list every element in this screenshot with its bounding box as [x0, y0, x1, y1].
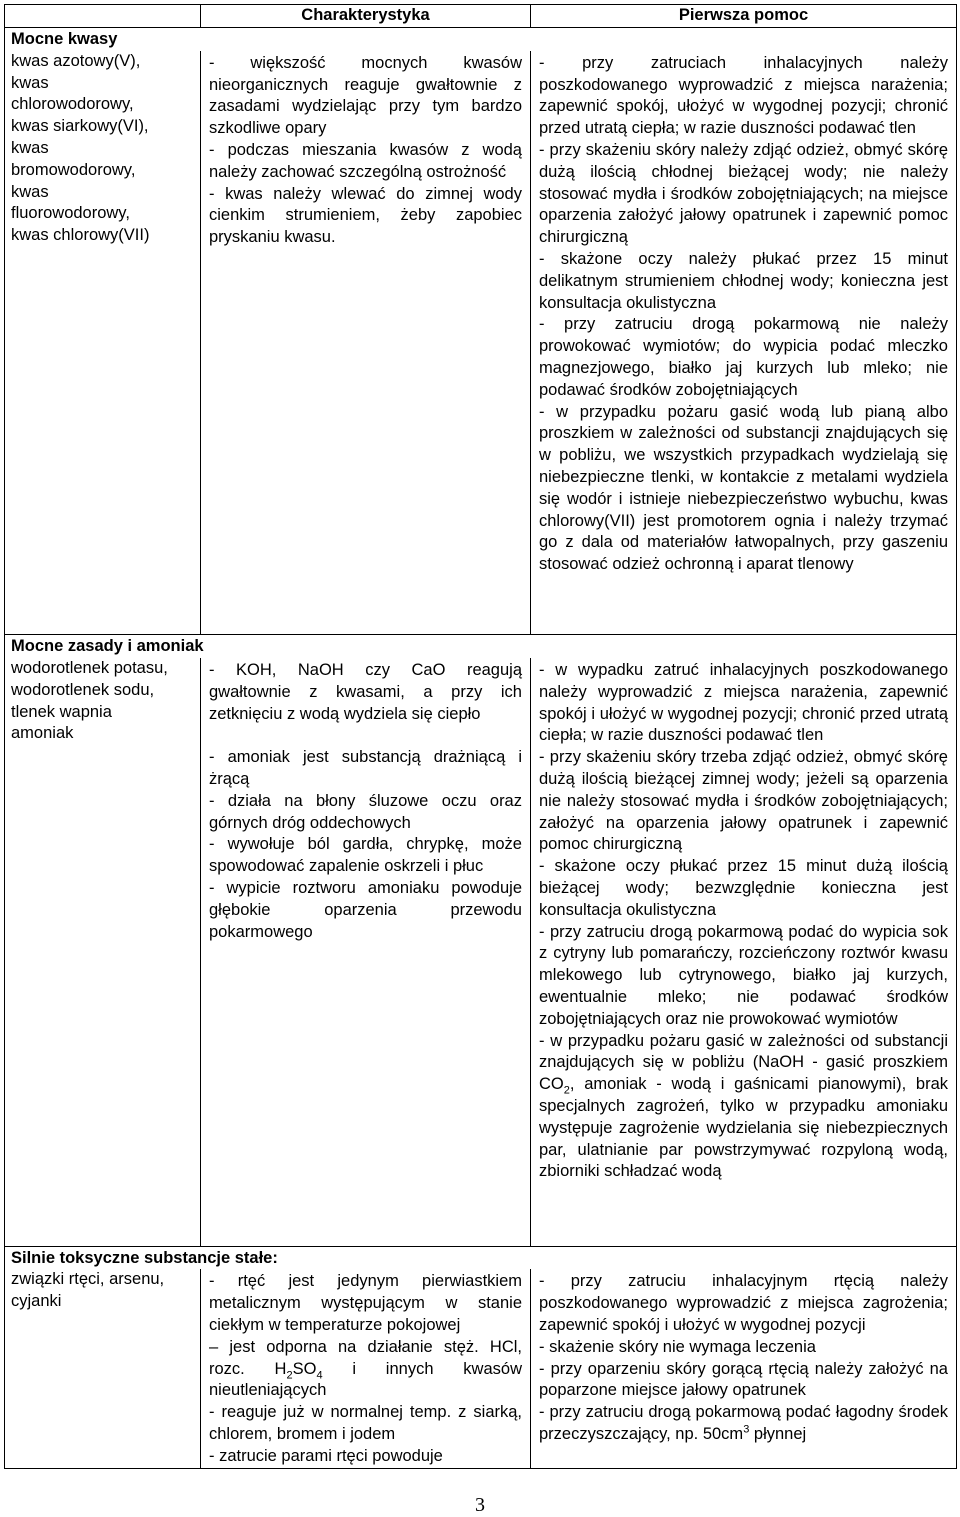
table-row — [5, 1269, 957, 1468]
text-fragment: i innych kwasów nieutleniających — [209, 1359, 522, 1400]
list-item: kwas azotowy(V), — [11, 51, 141, 70]
text-fragment: płynnej — [749, 1424, 807, 1443]
first-aid-item: - przy oparzeniu skóry gorącą rtęcią należy założyć na poparzone miejsce jałowy opatrunek — [539, 1359, 948, 1400]
substance-names — [5, 1269, 201, 1468]
characteristics-cell — [201, 1269, 531, 1468]
substance-names — [5, 658, 201, 1246]
characteristic-item: - większość mocnych kwasów nieorganicznych reaguje gwałtownie z zasadami wydzielając przy tym bardzo szkodliwe opary — [209, 53, 522, 138]
first-aid-item: - przy zatruciu drogą pokarmową nie należy prowokować wymiotów; do wypicia podać mleczko magnezjowego, białko jaj kurzych lub mleko; nie podawać środków zobojętniających — [539, 315, 948, 399]
characteristic-item: - rtęć jest jedynym pierwiastkiem metalicznym występującym w stanie ciekłym w temperaturze pokojowej — [209, 1272, 522, 1334]
section-title: Mocne kwasy — [5, 28, 957, 51]
fire-text-before: - w przypadku pożaru gasić w zależności od substancji znajdujących się w pobliżu (NaOH - gasić proszkiem CO — [539, 1031, 948, 1094]
characteristic-item: - reaguje już w normalnej temp. z siarką, chlorem, bromem i jodem — [209, 1403, 522, 1443]
list-item: amoniak — [11, 724, 74, 743]
header-name — [5, 5, 201, 28]
hazard-table — [4, 4, 957, 1469]
characteristics-cell — [201, 658, 531, 1246]
list-item: bromowodorowy, — [11, 160, 136, 179]
first-aid-cell — [531, 51, 957, 635]
table-header-row — [5, 5, 957, 28]
first-aid-item: - przy zatruciu drogą pokarmową podać do wypicia sok z cytryny lub pomarańczy, rozcieńczony roztwór kwasu mlekowego lub cytrynowego, białko jaj kurzych, ewentualnie mleko; nie podawać środków zobojętniających oraz nie prowokować wymiotów — [539, 922, 948, 1028]
characteristics-cell — [201, 51, 531, 635]
first-aid-cell — [531, 658, 957, 1246]
first-aid-item: - skażone oczy płukać przez 15 minut dużą ilością bieżącej wody; bezwzględnie konieczna jest konsultacja okulistyczna — [539, 857, 948, 919]
list-item: wodorotlenek sodu, — [11, 680, 155, 699]
section-header-row — [5, 635, 957, 658]
list-item: kwas chlorowy(VII) — [11, 226, 150, 245]
superscript: 3 — [743, 1423, 750, 1436]
section-title: Mocne zasady i amoniak — [5, 635, 957, 658]
section-header-row — [5, 1246, 957, 1269]
characteristic-item: - kwas należy wlewać do zimnej wody cienkim strumieniem, żeby zapobiec pryskaniu kwasu. — [209, 184, 522, 247]
list-item: kwas — [11, 138, 49, 157]
subscript: 2 — [563, 1084, 570, 1097]
first-aid-item: - w wypadku zatruć inhalacyjnych poszkodowanego należy wyprowadzić z miejsca narażenia, zapewnić spokój i ułożyć w wygodnej pozycji; chronić przed utratą ciepła; w razie duszności podawać tlen — [539, 661, 948, 745]
text-fragment: SO — [292, 1359, 317, 1378]
characteristic-item: - podczas mieszania kwasów z wodą należy zachować szczególną ostrożność — [209, 140, 522, 181]
list-item: wodorotlenek potasu, — [11, 659, 168, 678]
characteristic-item — [209, 1337, 522, 1402]
subscript: 2 — [286, 1368, 293, 1381]
table-row — [5, 658, 957, 1246]
subscript: 4 — [316, 1368, 323, 1381]
table-row — [5, 51, 957, 635]
characteristic-item: - wypicie roztworu amoniaku powoduje głębokie oparzenia przewodu pokarmowego — [209, 879, 522, 941]
first-aid-item: - przy skażeniu skóry należy zdjąć odzież, obmyć skórę dużą ilością chłodnej bieżącej wody; nie należy stosować mydła i środków zobojętniających; na miejsce oparzenia założyć jałowy opatrunek i zapewnić pomoc chirurgiczną — [539, 140, 948, 247]
first-aid-item — [539, 1402, 948, 1446]
first-aid-item: - skażenie skóry nie wymaga leczenia — [539, 1337, 816, 1356]
first-aid-cell — [531, 1269, 957, 1468]
header-characteristics: Charakterystyka — [201, 5, 531, 28]
first-aid-item: - przy zatruciu inhalacyjnym rtęcią należy poszkodowanego wyprowadzić z miejsca zagrożenia; zapewnić spokój i ułożyć w wygodnej pozycji — [539, 1272, 948, 1334]
list-item: kwas siarkowy(VI), — [11, 117, 149, 136]
characteristic-item: - amoniak jest substancją drażniącą i żrącą — [209, 748, 522, 789]
characteristic-item: - zatrucie parami rtęci powoduje — [209, 1446, 443, 1465]
list-item: tlenek wapnia — [11, 702, 112, 721]
list-item: chlorowodorowy, — [11, 95, 134, 114]
first-aid-item-fire — [539, 1031, 948, 1184]
characteristic-item: - działa na błony śluzowe oczu oraz górnych dróg oddechowych — [209, 791, 522, 832]
text-fragment: – jest odporna na działanie stęż. HCl, rozc. H — [209, 1337, 522, 1378]
first-aid-item: - przy skażeniu skóry trzeba zdjąć odzież, obmyć skórę dużą ilością bieżącej zimnej wody; jeżeli są oparzenia nie należy stosować mydła i środków zobojętniających; założyć na oparzenia jałowy opatrunek i zapewnić pomoc chirurgiczną — [539, 748, 948, 854]
list-item: kwas — [11, 73, 49, 92]
spacer — [209, 725, 522, 747]
list-item: fluorowodorowy, — [11, 204, 130, 223]
list-item: kwas — [11, 182, 49, 201]
substance-names — [5, 51, 201, 635]
first-aid-item: - przy zatruciach inhalacyjnych należy poszkodowanego wyprowadzić z miejsca narażenia; zapewnić spokój, ułożyć w wygodnej pozycji; chronić przed utratą ciepła; w razie duszności podawać tlen — [539, 53, 948, 138]
list-item: związki rtęci, arsenu, — [11, 1270, 165, 1289]
list-item: cyjanki — [11, 1292, 62, 1311]
page-number: 3 — [475, 1494, 485, 1516]
header-first-aid: Pierwsza pomoc — [531, 5, 957, 28]
section-title: Silnie toksyczne substancje stałe: — [5, 1246, 957, 1269]
section-header-row — [5, 28, 957, 51]
first-aid-item: - skażone oczy należy płukać przez 15 minut delikatnym strumieniem chłodnej wody; konieczna jest konsultacja okulistyczna — [539, 249, 948, 312]
text-fragment: - przy zatruciu drogą pokarmową podać łagodny środek przeczyszczający, np. 50cm — [539, 1403, 948, 1443]
first-aid-item: - w przypadku pożaru gasić wodą lub pianą albo proszkiem w zależności od substancji znajdujących się w pobliżu, we wszystkich przypadkach wydzielają się niebezpieczne tlenki, w kontakcie z metalami wydziela się wodór i istnieje niebezpieczeństwo wybuchu, kwas chlorowy(VII) jest promotorem ognia i należy trzymać go z dala od materiałów łatwopalnych, przy gaszeniu stosować odzież ochronną i aparat tlenowy — [539, 402, 948, 574]
fire-text-after: , amoniak - wodą i gaśnicami pianowymi), brak specjalnych zagrożeń, tylko w przypadku amoniaku występuje zagrożenie wydzielania się niebezpiecznych par, ulatnianie par powstrzymywać rozpyloną wodą, zbiorniki schładzać wodą — [539, 1075, 948, 1181]
characteristic-item: - KOH, NaOH czy CaO reagują gwałtownie z kwasami, a przy ich zetknięciu z wodą wydziela się ciepło — [209, 661, 522, 723]
characteristic-item: - wywołuje ból gardła, chrypkę, może spowodować zapalenie oskrzeli i płuc — [209, 835, 522, 876]
